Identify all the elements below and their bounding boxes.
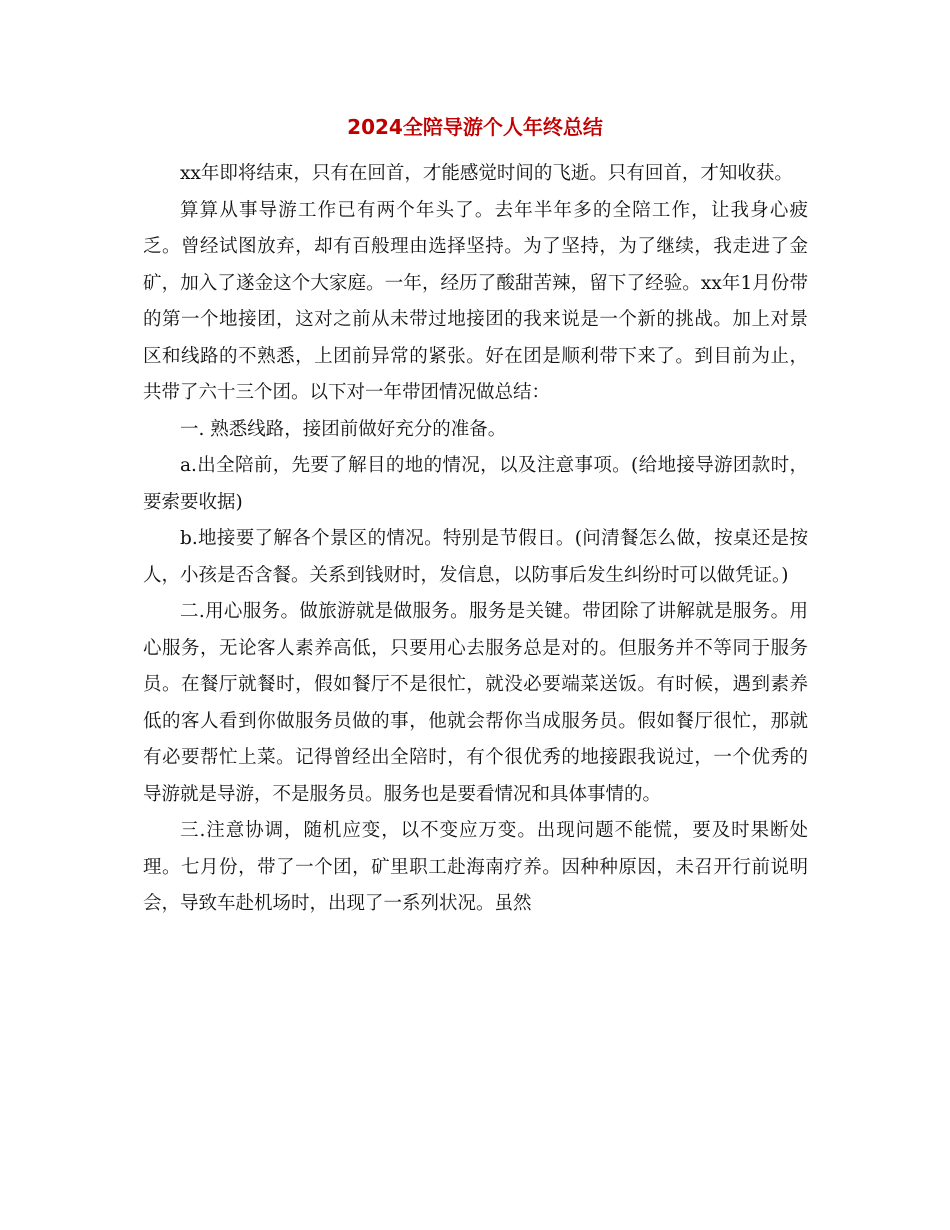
paragraph-section-2: 二.用心服务。做旅游就是做服务。服务是关键。带团除了讲解就是服务。用心服务，无论客人素养高低，只要用心去服务总是对的。但服务并不等同于服务员。在餐厅就餐时，假如餐厅不是很忙，就没必要端菜送饭。有时候，遇到素养低的客人看到你做服务员做的事，他就会帮你当成服务员。假如餐厅很忙，那就有必要帮忙上菜。记得曾经出全陪时，有个很优秀的地接跟我说过，一个优秀的导游就是导游，不是服务员。服务也是要看情况和具体事情的。 — [143, 601, 808, 805]
paragraph-section-1-a: a.出全陪前，先要了解目的地的情况，以及注意事项。(给地接导游团款时，要索要收据) — [143, 455, 808, 513]
paragraph-section-3: 三.注意协调，随机应变，以不变应万变。出现问题不能慌，要及时果断处理。七月份，带了一个团，矿里职工赴海南疗养。因种种原因，未召开行前说明会，导致车赴机场时，出现了一系列状况。虽然 — [143, 820, 808, 914]
document-title: 2024全陪导游个人年终总结 — [347, 115, 603, 139]
paragraph-intro: xx年即将结束，只有在回首，才能感觉时间的飞逝。只有回首，才知收获。 — [180, 163, 793, 184]
paragraph-overview: 算算从事导游工作已有两个年头了。去年半年多的全陪工作，让我身心疲乏。曾经试图放弃，却有百般理由选择坚持。为了坚持，为了继续，我走进了金矿，加入了遂金这个大家庭。一年，经历了酸甜苦辣，留下了经验。xx年1月份带的第一个地接团，这对之前从未带过地接团的我来说是一个新的挑战。加上对景区和线路的不熟悉，上团前异常的紧张。好在团是顺利带下来了。到目前为止，共带了六十三个团。以下对一年带团情况做总结： — [143, 199, 808, 403]
document-body — [143, 156, 808, 923]
paragraph-section-1-b: b.地接要了解各个景区的情况。特别是节假日。(问清餐怎么做，按桌还是按人，小孩是否含餐。关系到钱财时，发信息，以防事后发生纠纷时可以做凭证。) — [143, 528, 808, 586]
paragraph-section-1-heading: 一. 熟悉线路，接团前做好充分的准备。 — [180, 418, 507, 440]
